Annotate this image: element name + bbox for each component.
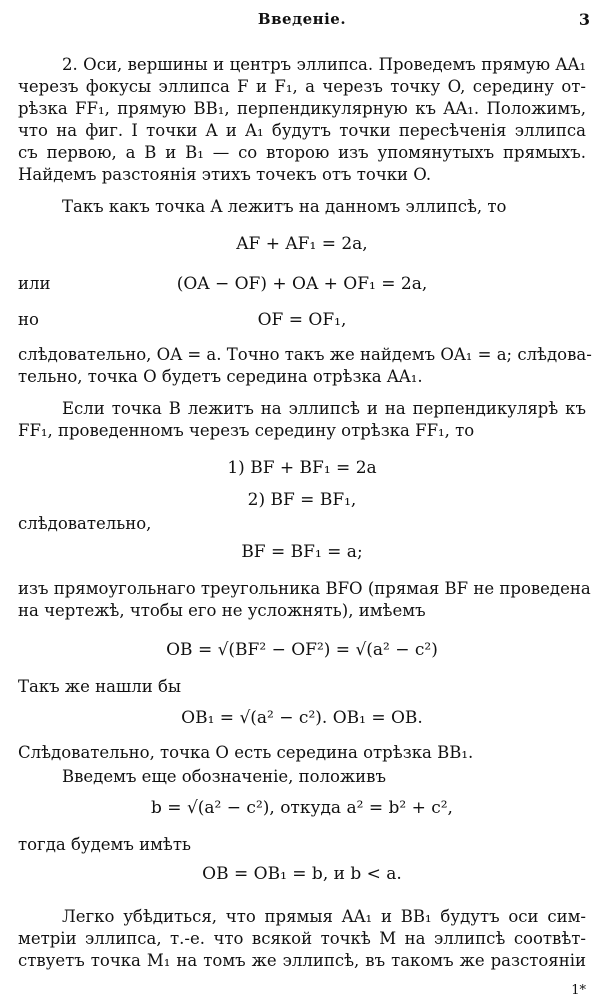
para1-line5: съ первою, а B и B₁ — со второю изъ упомянутыхъ прямыхъ. [18,143,586,162]
para1-line1: 2. Оси, вершины и центръ эллипса. Проведемъ прямую AA₁ [62,55,586,74]
equation-6-label: слѣдовательно, [18,514,152,533]
equation-3: OF = OF₁, [257,310,347,330]
equation-5: 2) BF = BF₁, [247,490,357,510]
equation-3-label: но [18,310,39,329]
para10-line3: ствуетъ точка M₁ на томъ же эллипсѣ, въ такомъ же разстояніи [18,951,586,970]
running-title: Введеніе. [257,10,347,28]
equation-7: OB = √(BF² − OF²) = √(a² − c²) [166,640,438,660]
equation-1: AF + AF₁ = 2a, [236,234,368,254]
page-number: 3 [578,10,590,29]
equation-4: 1) BF + BF₁ = 2a [227,458,377,478]
page-header [0,10,604,34]
para3-line2: тельно, точка O будетъ середина отрѣзка AA₁. [18,367,423,386]
equation-9: b = √(a² − c²), откуда a² = b² + c², [151,798,453,818]
para1-line2: черезъ фокусы эллипса F и F₁, а черезъ точку O, середину от- [18,77,586,96]
para7-line1: Слѣдовательно, точка O есть середина отрѣзка BB₁. [18,743,474,762]
equation-8: OB₁ = √(a² − c²). OB₁ = OB. [181,708,423,728]
para4-line1: Если точка B лежитъ на эллипсѣ и на перпендикулярѣ къ [62,399,586,418]
para5-line1: изъ прямоугольнаго треугольника BFO (прямая BF не проведена [18,579,591,598]
para3-line1: слѣдовательно, OA = a. Точно такъ же найдемъ OA₁ = a; слѣдова- [18,345,592,364]
equation-10: OB = OB₁ = b, и b < a. [202,864,402,884]
para10-line2: метріи эллипса, т.-е. что всякой точкѣ M на эллипсѣ соотвѣт- [18,929,586,948]
para1-line3: рѣзка FF₁, прямую BB₁, перпендикулярную къ AA₁. Положимъ, [18,99,586,118]
para1-line6: Найдемъ разстоянія этихъ точекъ отъ точки O. [18,165,432,184]
signature-mark: 1* [571,983,586,998]
para2-line1: Такъ какъ точка A лежитъ на данномъ эллипсѣ, то [62,197,507,216]
equation-2-label: или [18,274,51,293]
para8-line1: Введемъ еще обозначеніе, положивъ [62,767,386,786]
para4-line2: FF₁, проведенномъ черезъ середину отрѣзка FF₁, то [18,421,475,440]
para6-line1: Такъ же нашли бы [18,677,182,696]
equation-6: BF = BF₁ = a; [241,542,363,562]
para5-line2: на чертежѣ, чтобы его не усложнять), имѣемъ [18,601,426,620]
equation-2: (OA − OF) + OA + OF₁ = 2a, [176,274,428,294]
para10-line1: Легко убѣдиться, что прямыя AA₁ и BB₁ будутъ оси сим- [62,907,586,926]
para1-line4: что на фиг. I точки A и A₁ будутъ точки пересѣченія эллипса [18,121,586,140]
para9-line1: тогда будемъ имѣть [18,835,191,854]
